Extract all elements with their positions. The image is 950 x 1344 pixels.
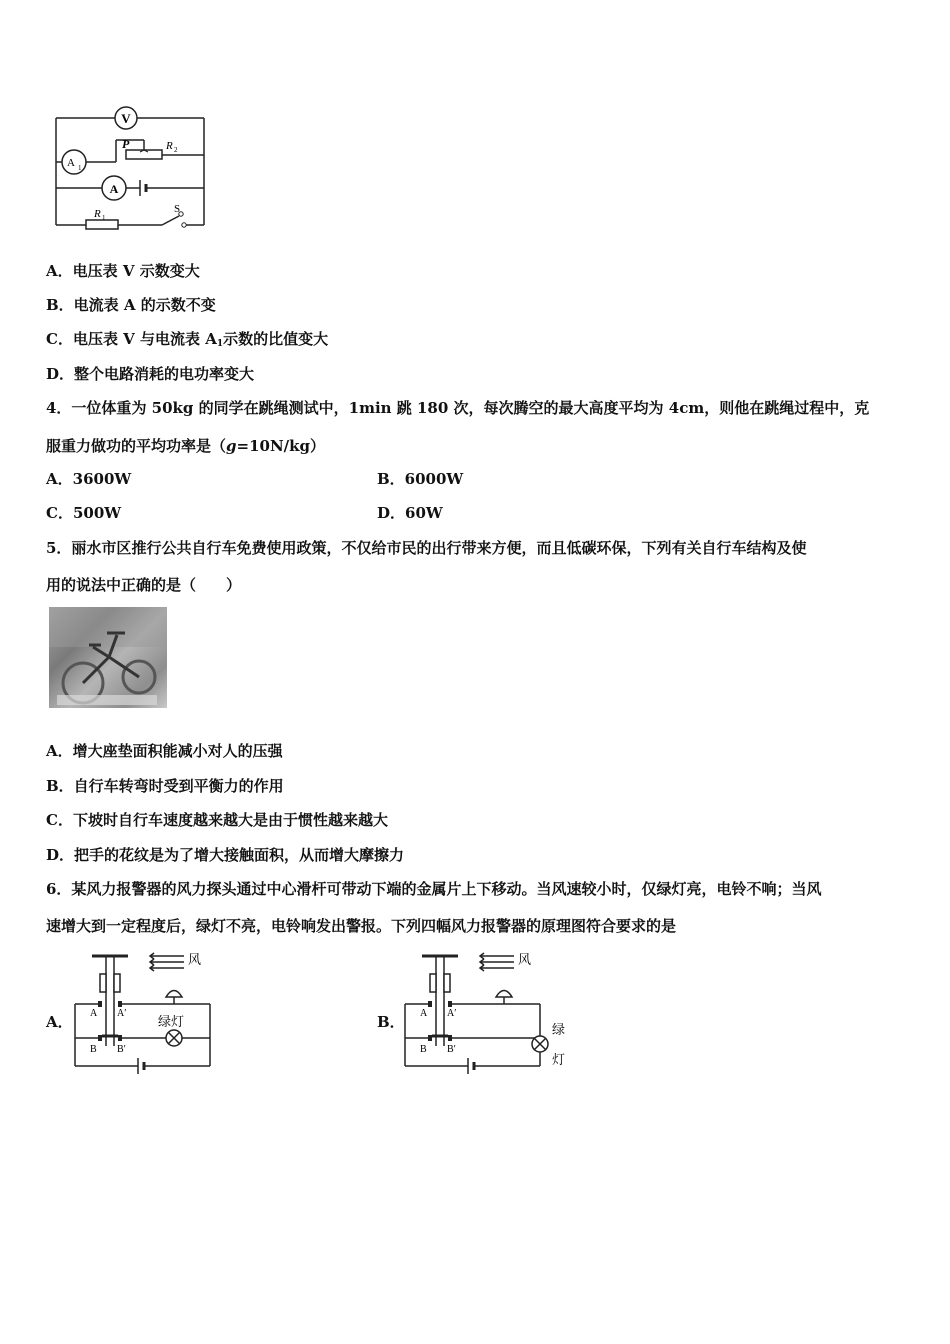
q6-option-a-diagram bbox=[70, 948, 215, 1078]
q4-option-b: B．6000W bbox=[377, 470, 464, 488]
wind-label: 风 bbox=[188, 952, 202, 967]
q4-option-a: A．3600W bbox=[46, 470, 132, 488]
q3-option-b: B．电流表 A 的示数不变 bbox=[46, 296, 216, 314]
q3-option-a: A．电压表 V 示数变大 bbox=[46, 262, 200, 280]
q3-option-c-sub: 1 bbox=[216, 339, 224, 349]
q4-option-c: C．500W bbox=[46, 504, 122, 522]
contact-b-prime-b: B′ bbox=[447, 1044, 456, 1055]
ammeter-a1-sub: 1 bbox=[78, 164, 82, 172]
ammeter-a1-label: A bbox=[67, 157, 75, 169]
contact-a-prime-b: A′ bbox=[447, 1008, 457, 1019]
contact-b-b: B bbox=[420, 1044, 427, 1055]
q4-question-line2 bbox=[46, 436, 325, 456]
green-light-label-b-1: 绿 bbox=[552, 1022, 566, 1037]
q3-option-d: D．整个电路消耗的电功率变大 bbox=[46, 365, 255, 383]
q5-question-line1: 5．丽水市区推行公共自行车免费使用政策，不仅给市民的出行带来方便，而且低碳环保，下列有关自行车结构及使 bbox=[46, 539, 807, 557]
slider-p-label: P bbox=[122, 137, 130, 151]
wind-label-b: 风 bbox=[518, 952, 532, 967]
resistor-r1-label: R bbox=[94, 208, 101, 220]
resistor-r2-sub: 2 bbox=[174, 146, 178, 154]
green-light-label-b-2: 灯 bbox=[552, 1052, 566, 1067]
contact-a-b: A bbox=[420, 1008, 428, 1019]
switch-s-label: S bbox=[174, 203, 181, 215]
q3-option-c-tail: 示数的比值变大 bbox=[223, 330, 329, 348]
bicycle-photo bbox=[49, 607, 167, 708]
q6-option-b-label: B． bbox=[377, 1013, 405, 1031]
contact-b: B bbox=[90, 1044, 97, 1055]
q4-question-line1: 4．一位体重为 50kg 的同学在跳绳测试中，1min 跳 180 次，每次腾空的最大高度平均为 4cm，则他在跳绳过程中，克 bbox=[46, 399, 870, 417]
resistor-r2-label: R bbox=[166, 140, 173, 152]
green-light-label: 绿灯 bbox=[158, 1014, 185, 1029]
q6-question-line1: 6．某风力报警器的风力探头通过中心滑杆可带动下端的金属片上下移动。当风速较小时，仅绿灯亮，电铃不响；当风 bbox=[46, 880, 822, 898]
q5-question-line2: 用的说法中正确的是（ ） bbox=[46, 576, 242, 594]
resistor-r1-sub: 1 bbox=[102, 214, 106, 222]
voltmeter-label: V bbox=[121, 111, 131, 126]
q4-line2-pre: 服重力做功的平均功率是（ bbox=[46, 437, 227, 455]
contact-b-prime: B′ bbox=[117, 1044, 126, 1055]
q3-option-c bbox=[46, 329, 328, 354]
contact-a: A bbox=[90, 1008, 98, 1019]
contact-a-prime: A′ bbox=[117, 1008, 127, 1019]
q3-circuit-diagram bbox=[44, 100, 214, 235]
ammeter-a-label: A bbox=[109, 182, 119, 196]
q5-option-d: D．把手的花纹是为了增大接触面积，从而增大摩擦力 bbox=[46, 846, 405, 864]
q4-option-d: D．60W bbox=[377, 504, 443, 522]
q5-option-b: B．自行车转弯时受到平衡力的作用 bbox=[46, 777, 284, 795]
q3-option-c-text: C．电压表 V 与电流表 A bbox=[46, 330, 217, 348]
q6-question-line2: 速增大到一定程度后，绿灯不亮，电铃响发出警报。下列四幅风力报警器的原理图符合要求的是 bbox=[46, 917, 677, 935]
q6-option-a-label: A． bbox=[46, 1013, 73, 1031]
q4-g-symbol: g bbox=[226, 437, 237, 455]
q5-option-a: A．增大座垫面积能减小对人的压强 bbox=[46, 742, 283, 760]
q6-option-b-diagram bbox=[400, 948, 570, 1078]
q5-option-c: C．下坡时自行车速度越来越大是由于惯性越来越大 bbox=[46, 811, 388, 829]
q4-line2-post: =10N/kg） bbox=[236, 437, 326, 455]
